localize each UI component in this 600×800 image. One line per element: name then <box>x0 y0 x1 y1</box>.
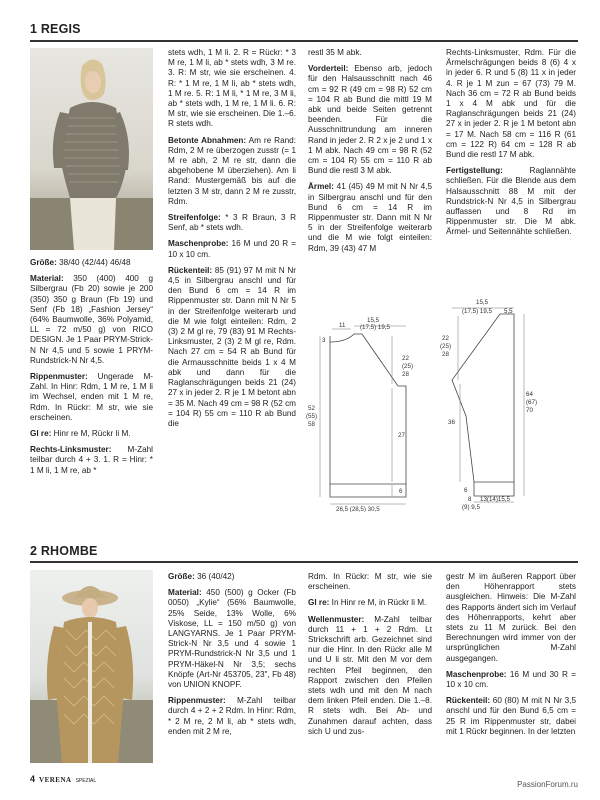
body-top-small-label: 11 <box>339 322 346 329</box>
abk-text: restl 35 M abk. <box>308 48 362 57</box>
sleeve-rib-label: 6 <box>464 487 468 494</box>
rechts-links-text: M-Zahl teilbar durch 4 + 3. 1. R = Hinr: * 1 M li, 1 M re, ab * <box>30 445 153 475</box>
body-neck-label: 3 <box>322 337 326 344</box>
regis-column-3 <box>308 48 432 260</box>
rueckenteil-label: Rückenteil: <box>168 265 213 275</box>
body-armhole-alt-label: (25) <box>402 363 414 370</box>
glre-label: Gl re: <box>308 598 330 608</box>
body-armhole-alt2-label: 28 <box>402 371 409 378</box>
page-number: 4 <box>30 774 36 784</box>
body-top-large-label: 15,5 <box>367 317 380 324</box>
size-text: 38/40 (42/44) 46/48 <box>56 258 131 267</box>
streifen-text: * 3 R Braun, 3 R Senf, ab * stets wdh. <box>168 213 296 233</box>
body-schematic <box>306 312 426 512</box>
rhombe-column-3 <box>446 572 576 743</box>
regis-column-2 <box>168 48 296 435</box>
section-title-rhombe: 2 RHOMBE <box>30 544 98 558</box>
rueckr-text: Rdm. In Rückr: M str, wie sie erscheinen. <box>308 572 432 592</box>
body-total-alt2-label: 58 <box>308 421 315 428</box>
glre-text: Hinr re M, Rückr li M. <box>51 429 131 439</box>
maschenprobe-text: 16 M und 30 R = 10 x 10 cm. <box>446 669 576 690</box>
rueckenteil-text: 85 (91) 97 M mit N Nr 4,5 in Silbergrau anschl und für den Bund 6 cm = 14 R im Rippenmuster str. Dann mit N Nr 5 in der Streifenfolge weiterarb und die M wie folgt einteilen: Rdm, 2 (3) 2 M gl re, 79 (83) 91 M Rechts-Linksmuster, 2 (3) 2 M gl re, Rdm. Nach 27 cm = 54 R ab Bund für die Armausschnitte beids 1 x 4 M abk und dann für die Raglanschrägungen beids 21 (24) 27 x in jeder 2. R je 1 M betont abn = 35 M. Nach 49 cm = 98 R (52 cm = 104 R) 55 cm = 110 R ab Bund die <box>168 265 296 428</box>
maschenprobe-label: Maschenprobe: <box>168 239 229 249</box>
maschenprobe-text: 16 M und 20 R = 10 x 10 cm. <box>168 239 296 259</box>
sleeve-bottom-small-label: 8 <box>468 496 472 503</box>
body-total-label: 52 <box>308 405 315 412</box>
vorderteil-label: Vorderteil: <box>308 64 349 74</box>
glre-text: In Hinr re M, in Rückr li M. <box>329 598 427 608</box>
body-armhole-label: 22 <box>402 355 409 362</box>
betonte-text: Am re Rand: Rdm, 2 M re überzogen zusstr (= 1 M re abh, 2 M re str, dann die abgehobene M überziehen). Am li Rand: Mustergemäß bis auf die letzten 3 M str, dann 2 M re zusstr, Rdm. <box>168 135 297 206</box>
rippenmuster-label: Rippenmuster: <box>30 372 88 382</box>
body-rib-label: 6 <box>399 488 403 495</box>
section-divider <box>30 40 578 42</box>
model-photo-rhombe <box>30 570 153 763</box>
sleeve-top-alt-label: (17,5) 19,5 <box>462 308 492 315</box>
model-photo-regis <box>30 48 153 250</box>
material-label: Material: <box>168 588 202 598</box>
brand-subtitle: SPEZIAL <box>75 778 97 784</box>
rechts-links-label: Rechts-Linksmuster: <box>30 445 112 455</box>
regis-column-4 <box>446 48 576 244</box>
sleeve-length-label: 36 <box>448 419 455 426</box>
rueckenteil-label: Rückenteil: <box>446 696 491 706</box>
rhombe-column-1 <box>168 572 296 743</box>
pattern-rows-text: stets wdh, 1 M li. 2. R = Rückr: * 3 M re, 1 M li, ab * stets wdh, 3 M re. 3. R: M str, wie sie erscheinen. 4. R: * 1 M re, 1 M li, ab * stets wdh, 1 M re. 5. R: 1 M li, * 1 M re, 3 M li, ab * stets wdh, 1 M re, 1 M li. 6. R: M str, wie sie erscheinen. Die 1.–6. R stets wdh. <box>168 48 296 129</box>
fertigstellung-text: Raglannähte schließen. Für die Blende aus dem Halsausschnitt 88 M mit der Rundstrick-N Nr 4,5 in Silbergrau auffassen und 8 Rd im Rippenmuster str. Die M abk. Ärmel- und Seitennähte schließen. <box>446 166 576 237</box>
sleeve-schematic <box>440 296 576 512</box>
body-bottom-label: 26,5 (28,5) 30,5 <box>336 506 380 512</box>
aermel-label: Ärmel: <box>308 182 334 192</box>
maschenprobe-label: Maschenprobe: <box>446 669 507 679</box>
sleeve-total-alt-label: (67) <box>526 399 538 406</box>
betonte-label: Betonte Abnahmen: <box>168 135 247 145</box>
sleeve-raglan-alt2-label: 28 <box>442 351 449 358</box>
sleeve-bottom-large-label: 13(14)15,5 <box>480 496 510 503</box>
hinweis-text: gestr M im äußeren Rapport über den Höhenrapport stets ausgleichen. Hinweis: Die M-Zahl des Rapports ändert sich im Verlauf des Höhenrapports, kehrt aber stets zu 11 M zurück. Bei den Berechnungen wird immer von der ursprünglichen M-Zahl ausgegangen. <box>446 572 576 663</box>
size-label: Größe: <box>30 258 57 267</box>
sleeve-total-label: 64 <box>526 391 533 398</box>
brand-name: VERENA <box>39 776 72 784</box>
body-total-alt-label: (55) <box>306 413 318 420</box>
sleeve-continuation-text: Rechts-Linksmuster, Rdm. Für die Ärmelschrägungen beids 8 (6) 4 x in jeder 6. R und 5 (8) 11 x in jeder 4. R je 1 M zun = 67 (73) 79 M. Nach 36 cm = 72 R ab Bund beids 1 x 4 M abk und für die Raglanschrägungen beids 21 (24) 27 x in jeder 2. R je 1 M betont abn = 17 M. Nach 58 cm = 116 R (61 cm = 122 R) 64 cm = 128 R ab Bund die restl 17 M abk. <box>446 48 576 160</box>
wellenmuster-text: M-Zahl teilbar durch 11 + 1 + 2 Rdm. Lt Strickschrift arb. Gezeichnet sind nur die Hinr. In den Rückr alle M und U li str. Mit den M vor dem rechten Pfeil beginnen, den Rapport zwischen den Pfeilen stets wdh und mit den M nach dem linken Pfeil enden. Die 1.–8. R stets wdh. Bei Ab- und Zunahmen darauf achten, dass sich U und zus- <box>308 614 432 736</box>
size-label: Größe: <box>168 572 195 581</box>
material-label: Material: <box>30 274 64 284</box>
rueckenteil-text: 60 (80) M mit N Nr 3,5 anschl und für den Bund 6,5 cm = 25 R im Rippenmuster str, dabei mit 1 Rückr beginnen. In der letzten <box>446 696 576 736</box>
section-divider <box>30 561 578 563</box>
streifen-label: Streifenfolge: <box>168 213 221 223</box>
sleeve-raglan-label: 22 <box>442 335 449 342</box>
sleeve-bottom-small-alt-label: (9) 9,5 <box>462 504 480 511</box>
rippenmuster-text: Ungerade M-Zahl. In Hinr: Rdm, 1 M re, 1 M li im Wechsel, enden mit 1 M re, Rdm. In Rückr: M str, wie sie erscheinen. <box>30 372 153 422</box>
watermark-text: PassionForum.ru <box>517 780 578 789</box>
rippenmuster-text: M-Zahl teilbar durch 4 + 2 + 2 Rdm. In Hinr: Rdm, * 2 M re, 2 M li, ab * stets wdh, enden mit 2 M re, <box>168 696 296 736</box>
material-text: 450 (500) g Ocker (Fb 0050) „Kylie“ (56% Baumwolle, 25% Seide, 13% Wolle, 6% Viskose, LL = 150 m/50 g) von LANGYARNS. Je 1 Paar PRYM-Strick-N Nr 3,5 und 4 sowie 1 PRYM-Rundstrick-N Nr 3,5 und 1 PRYM-Häkel-N Nr 3,5; sechs Knöpfe (Art-Nr 453705, 23", Fb 48) von UNION KNOPF. <box>168 588 296 690</box>
body-side-label: 27 <box>398 432 405 439</box>
page-footer <box>30 774 96 784</box>
size-text: 36 (40/42) <box>194 572 235 581</box>
aermel-text: 41 (45) 49 M mit N Nr 4,5 in Silbergrau anschl und für den Bund 6 cm = 14 R im Rippenmuster str. Dann mit N Nr 5 in der Streifenfolge weiterarb und die M wie folgt einteilen: Rdm, 39 (43) 47 M <box>308 182 432 253</box>
material-text: 350 (400) 400 g Silbergrau (Fb 20) sowie je 200 (350) 350 g Braun (Fb 19) und Senf (Fb 18) „Fashion Jersey“ (64% Baumwolle, 36% Polyamid, LL = 72 m/50 g) von RICO DESIGN. Je 1 Paar PRYM-Strick-N Nr 4,5 und 5 sowie 1 PRYM-Rundstrick-N Nr 4,5. <box>30 274 153 365</box>
regis-column-1 <box>30 258 153 482</box>
rhombe-column-2 <box>308 572 432 743</box>
sleeve-top-label: 15,5 <box>476 299 489 306</box>
body-top-large-alt-label: (17,5) 19,5 <box>360 324 390 331</box>
wellenmuster-label: Wellenmuster: <box>308 614 365 624</box>
vorderteil-text: Ebenso arb, jedoch für den Halsausschnitt nach 46 cm = 92 R (49 cm = 98 R) 52 cm = 104 R ab Bund die mittl 19 M abk und beide Seiten getrennt beenden. Für die Ausschnittrundung am inneren Rand in jeder 2. R 2 x je 2 und 1 x 1 M abk. Nach 49 cm = 98 R (52 cm = 104 R) 55 cm = 110 R ab Bund die restl 3 M abk. <box>308 64 432 176</box>
fertigstellung-label: Fertigstellung: <box>446 166 503 176</box>
sleeve-total-alt2-label: 70 <box>526 407 533 414</box>
rippenmuster-label: Rippenmuster: <box>168 696 226 706</box>
sleeve-top-small-label: 5,5 <box>504 308 513 315</box>
sleeve-raglan-alt-label: (25) <box>440 343 452 350</box>
section-title-regis: 1 REGIS <box>30 22 81 36</box>
glre-label: Gl re: <box>30 429 52 439</box>
